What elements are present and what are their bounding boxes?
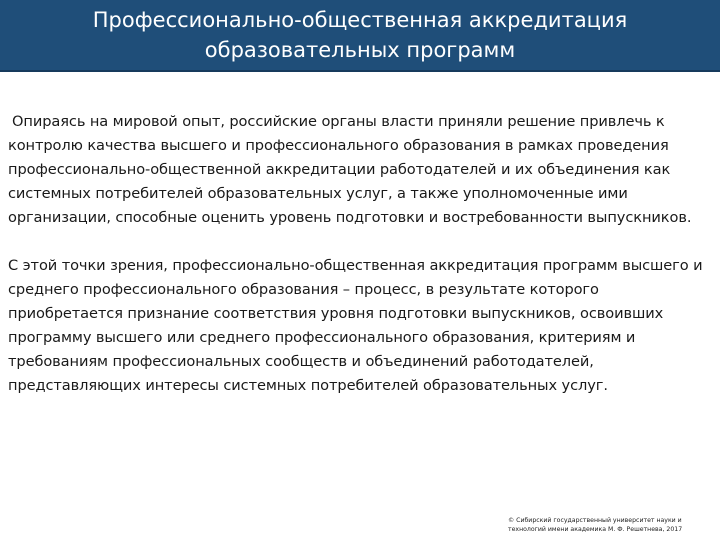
copyright-line-1: © Сибирский государственный университет науки и: [508, 517, 682, 524]
slide-header: [0, 0, 720, 72]
body-paragraph-2: С этой точки зрения, профессионально-общественная аккредитация программ высшего и среднего профессионального образования – процесс, в результате которого приобретается признание соответствия уровня подготовки выпускников, освоивших программу высшего или среднего профессионального образования, критериям и требованиям профессиональных сообществ и объединений работодателей, представляющих интересы системных потребителей образовательных услуг.: [8, 257, 703, 394]
copyright-line-2: технологий имени академика М. Ф. Решетнева, 2017: [508, 526, 683, 533]
body-paragraph-1: Опираясь на мировой опыт, российские органы власти приняли решение привлечь к контролю качества высшего и профессионального образования в рамках проведения профессионально-общественной аккредитации работодателей и их объединения как системных потребителей образовательных услуг, а также уполномоченные ими организации, способные оценить уровень подготовки и востребованности выпускников.: [8, 113, 692, 226]
slide-body: [8, 110, 714, 398]
copyright-footer: [508, 516, 708, 534]
slide-title: [0, 5, 720, 65]
slide-title-line-1: Профессионально-общественная аккредитация: [92, 8, 628, 32]
slide-title-line-2: образовательных программ: [204, 38, 516, 62]
